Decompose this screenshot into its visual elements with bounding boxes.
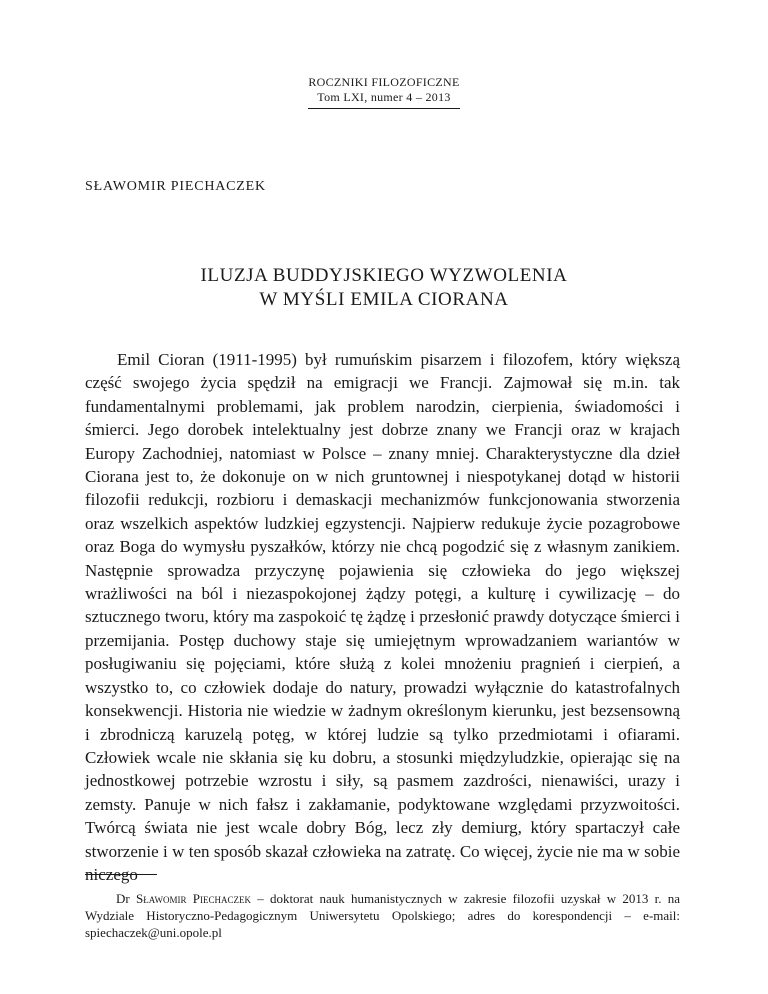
body-paragraph: Emil Cioran (1911-1995) był rumuńskim pisarzem i filozofem, który większą część swojego życia spędził na emigracji we Francji. Zajmował się m.in. tak fundamentalnymi problemami, jak problem narodzin, cierpienia, świadomości i śmierci. Jego dorobek intelektualny jest dobrze znany we Francji oraz w krajach Europy Zachodniej, natomiast w Polsce – znany mniej. Charakterystyczne dla dzieł Ciorana jest to, że dokonuje on w nich gruntownej i niespotykanej dotąd w historii filozofii redukcji, rozbioru i demaskacji mechanizmów funkcjonowania stworzenia oraz wszelkich aspektów ludzkiej egzystencji. Najpierw redukuje życie pozagrobowe oraz Boga do wymysłu pyszałków, którzy nie chcą pogodzić się z własnym zanikiem. Następnie sprowadza przyczynę pojawienia się człowieka do jego większej wrażliwości na ból i niezaspokojonej żądzy potęgi, a kulturę i cywilizację – do sztucznego tworu, który ma zaspokoić tę żądzę i przesłonić prawdy dotyczące śmierci i przemijania. Postęp duchowy staje się umiejętnym wprowadzaniem wariantów w posługiwaniu się pojęciami, które służą z kolei mnożeniu pragnień i cierpień, a wszystko to, co człowiek dodaje do natury, prowadzi wyłącznie do katastrofalnych konsekwencji. Historia nie wiedzie w żadnym określonym kierunku, jest bezsensowną i zbrodniczą karuzelą potęg, w której ludzie są tylko przedmiotami i ofiarami. Człowiek wcale nie skłania się ku dobru, a stosunki międzyludzkie, opierając się na jednostkowej potrzebie wzrostu i siły, są pasmem zazdrości, nienawiści, urazy i zemsty. Panuje w nich fałsz i zakłamanie, podyktowane względami przyzwoitości. Twórcą świata nie jest wcale dobry Bóg, lecz zły demiurg, który spartaczył całe stworzenie i w ten sposób skazał człowieka na zatratę. Co więcej, życie nie ma w sobie niczego [85, 350, 680, 884]
title-line-1: ILUZJA BUDDYJSKIEGO WYZWOLENIA [200, 265, 568, 286]
footnote-prefix: Dr [116, 891, 136, 906]
footnote-author-name: Sławomir Piechaczek [135, 891, 251, 906]
footnote-divider [85, 874, 157, 875]
journal-issue: Tom LXI, numer 4 – 2013 [317, 90, 451, 104]
journal-header-block [308, 75, 459, 109]
title-line-2: W MYŚLI EMILA CIORANA [259, 289, 509, 310]
author-footnote [85, 890, 680, 941]
article-title [0, 264, 768, 312]
journal-name: ROCZNIKI FILOZOFICZNE [308, 75, 460, 89]
footnote-text: – doktorat nauk humanistycznych w zakresie filozofii uzyskał w 2013 r. na Wydziale Historyczno-Pedagogicznym Uniwersytetu Opolskiego; adres do korespondencji – e-mail: spiechaczek@uni.opole.pl [85, 891, 681, 940]
journal-header [0, 75, 768, 109]
author-name: SŁAWOMIR PIECHACZEK [85, 179, 266, 194]
